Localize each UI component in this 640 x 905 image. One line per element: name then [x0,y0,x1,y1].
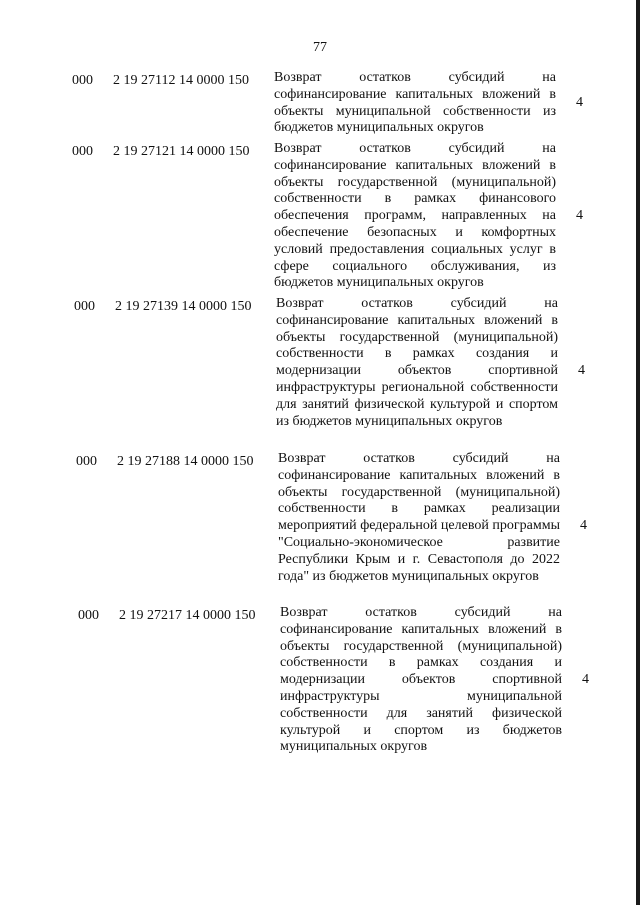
budget-code: 2 19 27217 14 0000 150 [119,608,256,623]
revenue-value: 4 [576,208,583,223]
admin-code: 000 [74,299,95,314]
revenue-name: Возврат остатков субсидий на софинансирование капитальных вложений в объекты государственной (муниципальной) собственности в рамках создания и модернизации объектов спортивной инфраструктуры региональной собственности для занятий физической культурой и спортом из бюджетов муниципальных округов [276,296,558,429]
revenue-value: 4 [580,518,587,533]
budget-code: 2 19 27121 14 0000 150 [113,144,250,159]
revenue-value: 4 [576,95,583,110]
revenue-name: Возврат остатков субсидий на софинансирование капитальных вложений в объекты государственной (муниципальной) собственности в рамках финансового обеспечения программ, направленных на обеспечение безопасных и комфортных условий предоставления социальных услуг в сфере социального обслуживания, из бюджетов муниципальных округов [274,141,556,291]
page-edge-border [636,0,640,905]
budget-code: 2 19 27188 14 0000 150 [117,454,254,469]
revenue-value: 4 [578,363,585,378]
admin-code: 000 [72,73,93,88]
revenue-value: 4 [582,672,589,687]
revenue-name: Возврат остатков субсидий на софинансирование капитальных вложений в объекты государственной (муниципальной) собственности в рамках реализации мероприятий федеральной целевой программы "Социально-экономическое развитие Республики Крым и г. Севастополя до 2022 года" из бюджетов муниципальных округов [278,451,560,584]
admin-code: 000 [78,608,99,623]
admin-code: 000 [72,144,93,159]
budget-code: 2 19 27112 14 0000 150 [113,73,249,88]
revenue-name: Возврат остатков субсидий на софинансирование капитальных вложений в объекты муниципальной собственности из бюджетов муниципальных округов [274,70,556,136]
budget-code: 2 19 27139 14 0000 150 [115,299,252,314]
revenue-name: Возврат остатков субсидий на софинансирование капитальных вложений в объекты государственной (муниципальной) собственности в рамках создания и модернизации объектов спортивной инфраструктуры муниципальной собственности для занятий физической культурой и спортом из бюджетов муниципальных округов [280,605,562,755]
admin-code: 000 [76,454,97,469]
page-number: 77 [313,40,327,55]
